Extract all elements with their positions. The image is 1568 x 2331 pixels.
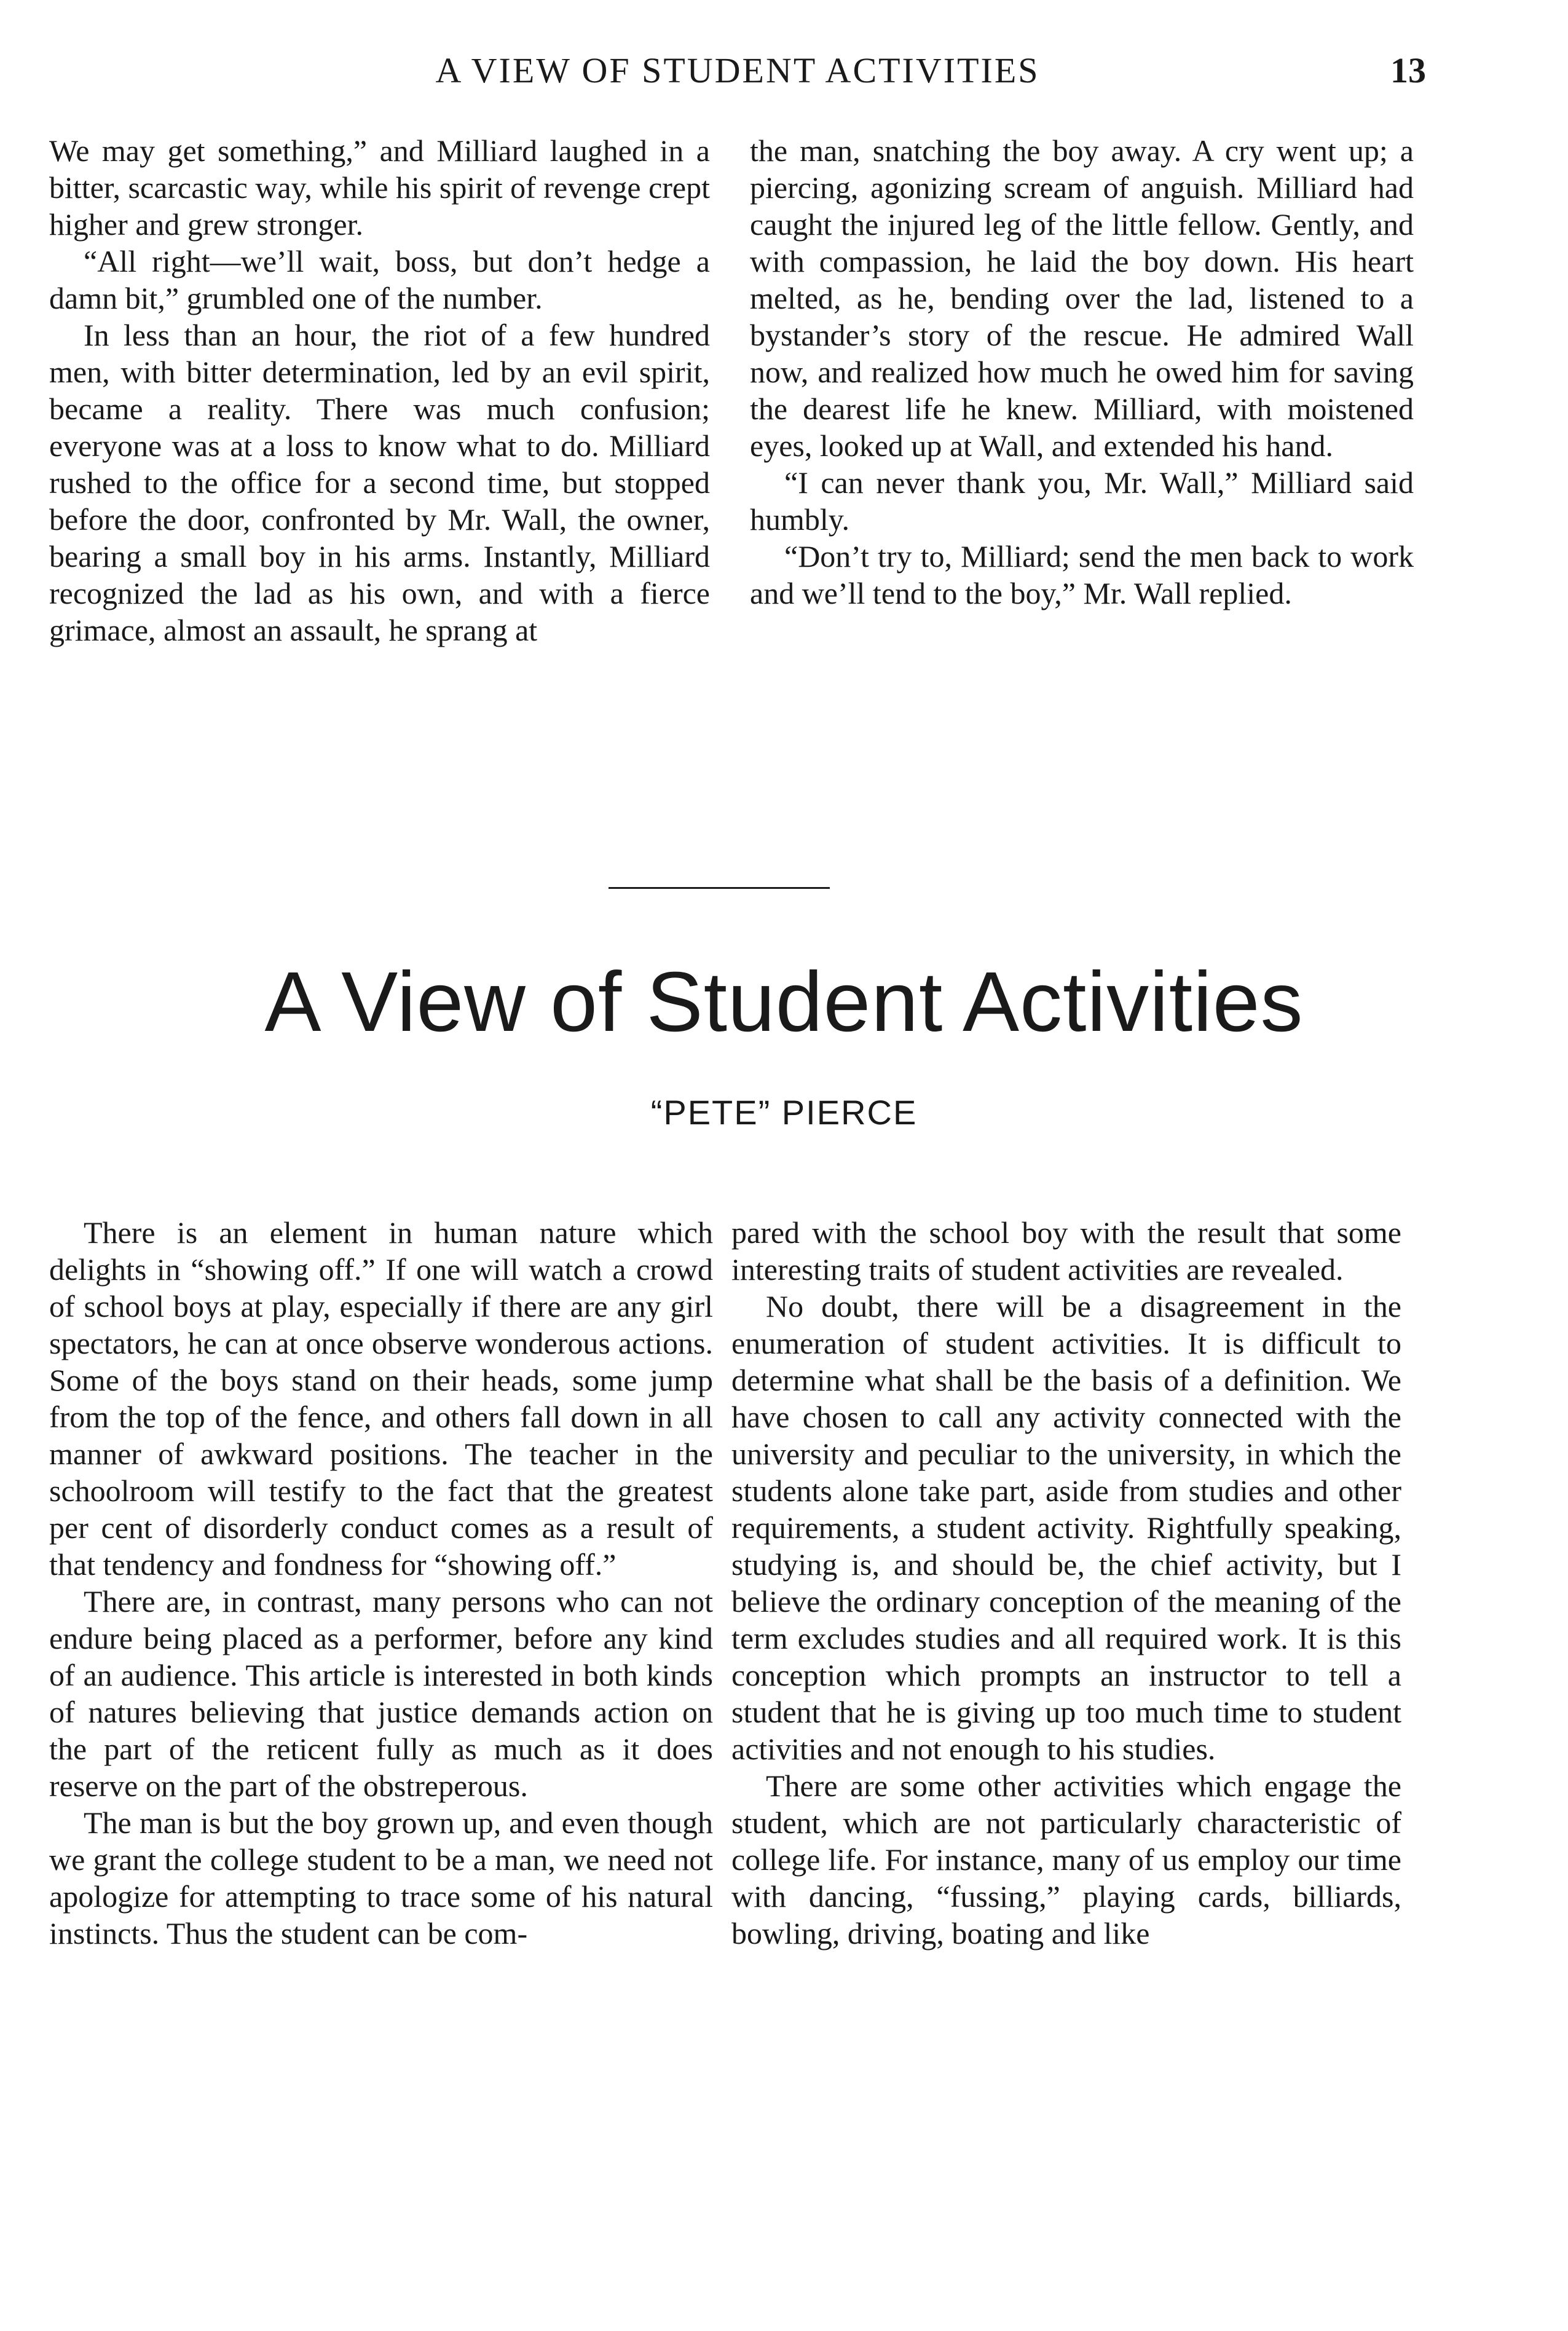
section-divider [609, 887, 830, 889]
previous-story-left-column [49, 132, 710, 649]
paragraph: There are some other activities which engage the student, which are not particularly characteristic of college life. For instance, many of us employ our time with dancing, “fussing,” playing cards, billiards, bowling, driving, boating and like [731, 1769, 1401, 1950]
article-byline: “PETE” PIERCE [650, 1093, 918, 1132]
paragraph: In less than an hour, the riot of a few hundred men, with bitter determination, led by an evil spirit, became a reality. There was much confusion; everyone was at a loss to know what to do. Milliard rushed to the office for a second time, but stopped before the door, confronted by Mr. Wall, the owner, bearing a small boy in his arms. Instantly, Milliard recognized the lad as his own, and with a fierce grimace, almost an assault, he sprang at [49, 318, 710, 647]
paragraph: There is an element in human nature which delights in “showing off.” If one will watch a crowd of school boys at play, especially if there are any girl spectators, he can at once observe wonderous actions. Some of the boys stand on their heads, some jump from the top of the fence, and others fall down in all manner of awkward positions. The teacher in the schoolroom will testify to the fact that the greatest per cent of disorderly conduct comes as a result of that tendency and fondness for “showing off.” [49, 1215, 713, 1582]
paragraph: “All right—we’ll wait, boss, but don’t hedge a damn bit,” grumbled one of the number. [49, 244, 710, 315]
running-header [49, 43, 1426, 98]
previous-story-right-column [750, 132, 1414, 612]
article-title: A View of Student Activities [264, 955, 1304, 1049]
paragraph: We may get something,” and Milliard laughed in a bitter, scarcastic way, while his spirit of revenge crept higher and grew stronger. [49, 133, 710, 242]
article-left-column [49, 1214, 713, 1952]
paragraph: “I can never thank you, Mr. Wall,” Milliard said humbly. [750, 465, 1414, 537]
paragraph: “Don’t try to, Milliard; send the men back to work and we’ll tend to the boy,” Mr. Wall replied. [750, 539, 1414, 610]
page-number: 13 [1390, 50, 1426, 90]
article-right-column [731, 1214, 1401, 1952]
paragraph: There are, in contrast, many persons who can not endure being placed as a performer, before any kind of an audience. This article is interested in both kinds of natures believing that justice demands action on the part of the reticent fully as much as it does reserve on the part of the obstreperous. [49, 1584, 713, 1803]
paragraph: pared with the school boy with the result that some interesting traits of student activities are revealed. [731, 1215, 1401, 1287]
running-title: A VIEW OF STUDENT ACTIVITIES [435, 50, 1040, 90]
paragraph: No doubt, there will be a disagreement in the enumeration of student activities. It is difficult to determine what shall be the basis of a definition. We have chosen to call any activity connected with the university and peculiar to the university, in which the students alone take part, aside from studies and other requirements, a student activity. Rightfully speaking, studying is, and should be, the chief activity, but I believe the ordinary conception of the meaning of the term excludes studies and all required work. It is this conception which prompts an instructor to tell a student that he is giving up too much time to student activities and not enough to his studies. [731, 1289, 1401, 1766]
paragraph: the man, snatching the boy away. A cry went up; a piercing, agonizing scream of anguish. Milliard had caught the injured leg of the little fellow. Gently, and with compassion, he laid the boy down. His heart melted, as he, bending over the lad, listened to a bystander’s story of the rescue. He admired Wall now, and realized how much he owed him for saving the dearest life he knew. Milliard, with moistened eyes, looked up at Wall, and extended his hand. [750, 133, 1414, 463]
paragraph: The man is but the boy grown up, and even though we grant the college student to be a man, we need not apologize for attempting to trace some of his natural instincts. Thus the student can be com- [49, 1805, 713, 1950]
